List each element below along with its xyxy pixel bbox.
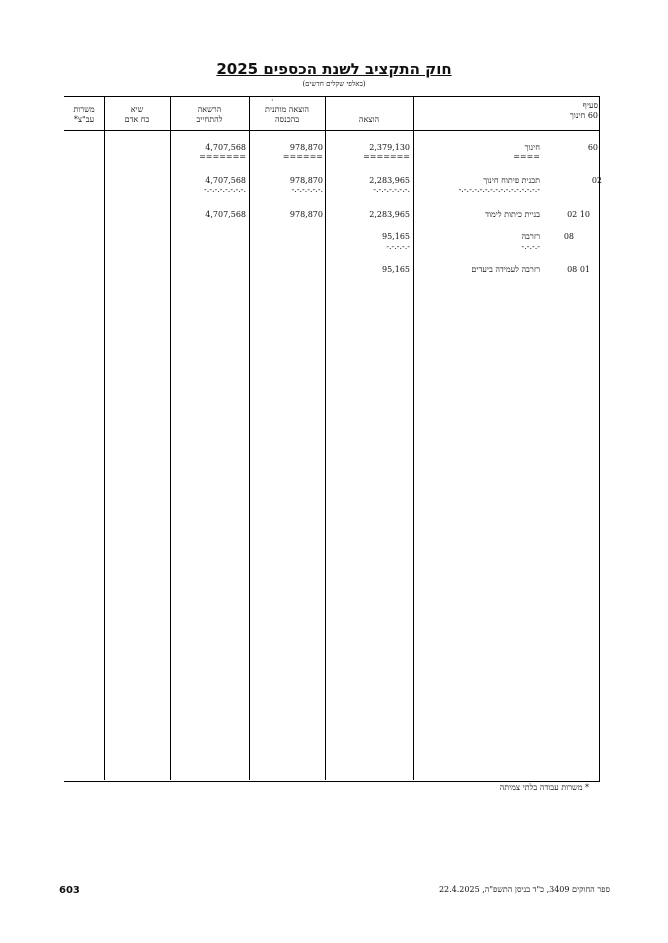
header-dot: · (271, 96, 274, 105)
budget-table (64, 96, 600, 782)
header-misrot: משרות עב"צ* (73, 105, 95, 124)
row-motnet-underline: -.-.-.-.-.-. (291, 185, 323, 194)
row-hotzaa: 95,165 (382, 265, 410, 274)
row-hotzaa-underline: -.-.-.-.- (386, 242, 410, 251)
row-name: חינוך (524, 143, 540, 152)
header-shia: שיא כח אדם (124, 105, 150, 124)
row-harshaa-underline: ======= (199, 152, 246, 161)
row-code: 08 (563, 232, 574, 241)
footnote: * משרות עבודה בלתי צמיתה (499, 783, 589, 792)
row-hotzaa: 2,283,965 (369, 176, 410, 185)
row-motnet: 978,870 (289, 176, 323, 185)
page-title: חוק התקציב לשנת הכספים 2025 (216, 60, 452, 78)
publication-line: ספר החוקים 3409, כ"ד בניסן התשפ"ה, 22.4.2025 (438, 885, 610, 894)
row-harshaa-underline: -.-.-.-.-.-.-.-. (204, 185, 246, 194)
column-divider (325, 96, 326, 780)
row-code: 60 (587, 143, 598, 152)
row-harshaa: 4,707,568 (205, 143, 246, 152)
row-hotzaa: 2,379,130 (369, 143, 410, 152)
row-code: 08 01 (567, 265, 590, 274)
column-divider (413, 96, 414, 780)
header-harshaa: הרשאה להתחייב (196, 105, 223, 124)
row-name-underline: -.-.-.-.-.-.-.-.-.-.-.-.-.-.-.- (458, 185, 540, 194)
row-motnet-underline: ====== (282, 152, 323, 161)
header-motnet: הוצאה מותנית בהכנסה (264, 105, 310, 124)
row-hotzaa: 95,165 (382, 232, 410, 241)
header-divider (64, 130, 599, 131)
row-name: בניית כיתות לימוד (485, 210, 540, 219)
header-seif: סעיף 60 חינוך (569, 101, 598, 120)
column-divider (170, 96, 171, 780)
row-name: תכנית פיתוח חינוך (483, 176, 540, 185)
row-name-underline: ==== (513, 152, 540, 161)
row-hotzaa: 2,283,965 (369, 210, 410, 219)
row-harshaa: 4,707,568 (205, 210, 246, 219)
row-name: רזרבה לעמידה ביעדים (471, 265, 540, 274)
row-code: 02 10 (567, 210, 590, 219)
row-motnet: 978,870 (289, 143, 323, 152)
row-name-underline: -.-.-.- (521, 242, 540, 251)
row-code: 02 (591, 176, 602, 185)
row-motnet: 978,870 (289, 210, 323, 219)
header-hotzaa: הוצאה (358, 115, 380, 124)
column-divider (249, 96, 250, 780)
page-number: 603 (59, 885, 80, 896)
row-harshaa: 4,707,568 (205, 176, 246, 185)
row-name: רזרבה (521, 232, 540, 241)
column-divider (104, 96, 105, 780)
page-subtitle: (באלפי שקלים חדשים) (302, 80, 366, 88)
row-hotzaa-underline: ======= (363, 152, 410, 161)
row-hotzaa-underline: -.-.-.-.-.-.-. (373, 185, 410, 194)
